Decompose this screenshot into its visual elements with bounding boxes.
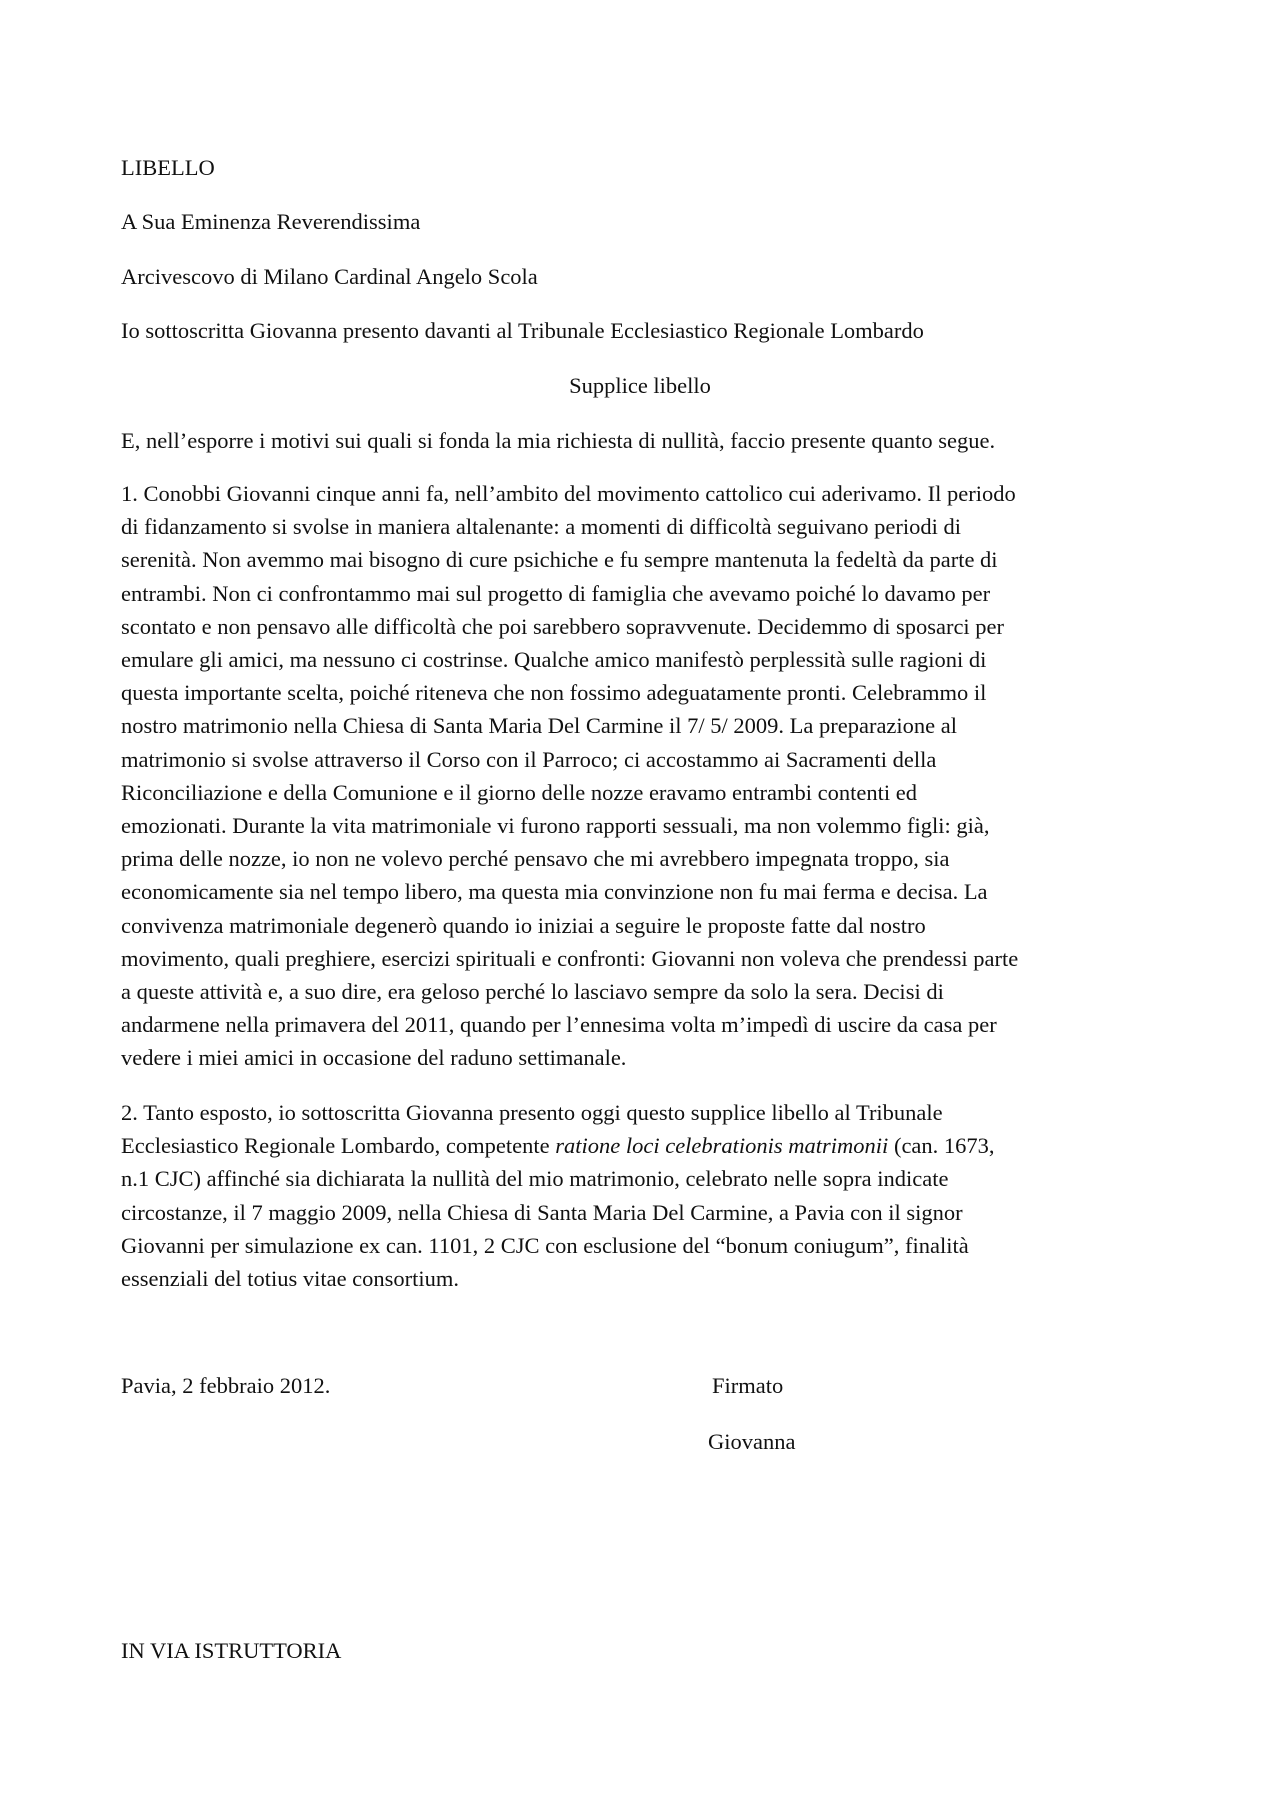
document-heading: LIBELLO xyxy=(121,155,215,180)
paragraph-2-line xyxy=(121,1129,1161,1162)
paragraph-1-line: questa importante scelta, poiché riteneva che non fossimo adeguatamente pronti. Celebrammo il xyxy=(121,680,987,706)
paragraph-1-line: di fidanzamento si svolse in maniera altalenante: a momenti di difficoltà seguivano periodi di xyxy=(121,514,961,540)
paragraph-1-line: entrambi. Non ci confrontammo mai sul progetto di famiglia che avevamo poiché lo davamo per xyxy=(121,580,991,606)
signed-label: Firmato xyxy=(712,1373,784,1398)
paragraph-1-line: prima delle nozze, io non ne volevo perché pensavo che mi avrebbero impegnata troppo, sia xyxy=(121,846,950,872)
paragraph-1-line: emulare gli amici, ma nessuno ci costrinse. Qualche amico manifestò perplessità sulle ragioni di xyxy=(121,647,987,673)
paragraph-1 xyxy=(121,477,1161,1075)
paragraph-2-text: (can. 1673, xyxy=(888,1133,995,1159)
paragraph-2 xyxy=(121,1096,1161,1295)
paragraph-1-line: movimento, quali preghiere, esercizi spirituali e confronti: Giovanni non voleva che prendessi parte xyxy=(121,945,1019,971)
premise-line: E, nell’esporre i motivi sui quali si fonda la mia richiesta di nullità, faccio presente quanto segue. xyxy=(121,428,996,453)
paragraph-1-line: nostro matrimonio nella Chiesa di Santa Maria Del Carmine il 7/ 5/ 2009. La preparazione al xyxy=(121,713,958,739)
paragraph-1-line: andarmene nella primavera del 2011, quando per l’ennesima volta m’impedì di uscire da casa per xyxy=(121,1012,997,1038)
addressee-name: Arcivescovo di Milano Cardinal Angelo Scola xyxy=(121,264,538,289)
subtitle: Supplice libello xyxy=(569,373,711,398)
footer-heading: IN VIA ISTRUTTORIA xyxy=(121,1638,342,1663)
signatory-name: Giovanna xyxy=(708,1429,796,1454)
paragraph-1-line: matrimonio si svolse attraverso il Corso con il Parroco; ci accostammo ai Sacramenti della xyxy=(121,746,937,772)
paragraph-2-line: 2. Tanto esposto, io sottoscritta Giovanna presento oggi questo supplice libello al Tribunale xyxy=(121,1100,943,1125)
paragraph-1-line: economicamente sia nel tempo libero, ma questa mia convinzione non fu mai ferma e decisa. La xyxy=(121,879,988,905)
paragraph-1-line: scontato e non pensavo alle difficoltà che poi sarebbero sopravvenute. Decidemmo di sposarci per xyxy=(121,613,1005,639)
addressee-title: A Sua Eminenza Reverendissima xyxy=(121,209,421,234)
paragraph-1-line: convivenza matrimoniale degenerò quando io iniziai a seguire le proposte fatte dal nostro xyxy=(121,912,926,938)
paragraph-2-line: n.1 CJC) affinché sia dichiarata la nullità del mio matrimonio, celebrato nelle sopra indicate xyxy=(121,1166,949,1192)
paragraph-1-line: a queste attività e, a suo dire, era geloso perché lo lasciavo sempre da solo la sera. Decisi di xyxy=(121,979,944,1005)
paragraph-2-text: Ecclesiastico Regionale Lombardo, competente xyxy=(121,1133,556,1159)
paragraph-2-line: Giovanni per simulazione ex can. 1101, 2 CJC con esclusione del “bonum coniugum”, finalità xyxy=(121,1232,969,1258)
paragraph-2-line: essenziali del totius vitae consortium. xyxy=(121,1266,460,1292)
paragraph-1-line: vedere i miei amici in occasione del raduno settimanale. xyxy=(121,1045,627,1071)
paragraph-1-line: Riconciliazione e della Comunione e il giorno delle nozze eravamo entrambi contenti ed xyxy=(121,779,917,805)
paragraph-1-line: serenità. Non avemmo mai bisogno di cure psichiche e fu sempre mantenuta la fedeltà da parte di xyxy=(121,547,998,573)
latin-phrase: ratione loci celebrationis matrimonii xyxy=(555,1133,889,1159)
paragraph-1-line: emozionati. Durante la vita matrimoniale vi furono rapporti sessuali, ma non volemmo figli: già, xyxy=(121,813,990,839)
paragraph-2-line: circostanze, il 7 maggio 2009, nella Chiesa di Santa Maria Del Carmine, a Pavia con il signor xyxy=(121,1199,963,1225)
intro-line: Io sottoscritta Giovanna presento davanti al Tribunale Ecclesiastico Regionale Lombardo xyxy=(121,318,924,343)
place-date: Pavia, 2 febbraio 2012. xyxy=(121,1373,331,1398)
paragraph-1-line: 1. Conobbi Giovanni cinque anni fa, nell’ambito del movimento cattolico cui aderivamo. Il periodo xyxy=(121,481,1016,506)
